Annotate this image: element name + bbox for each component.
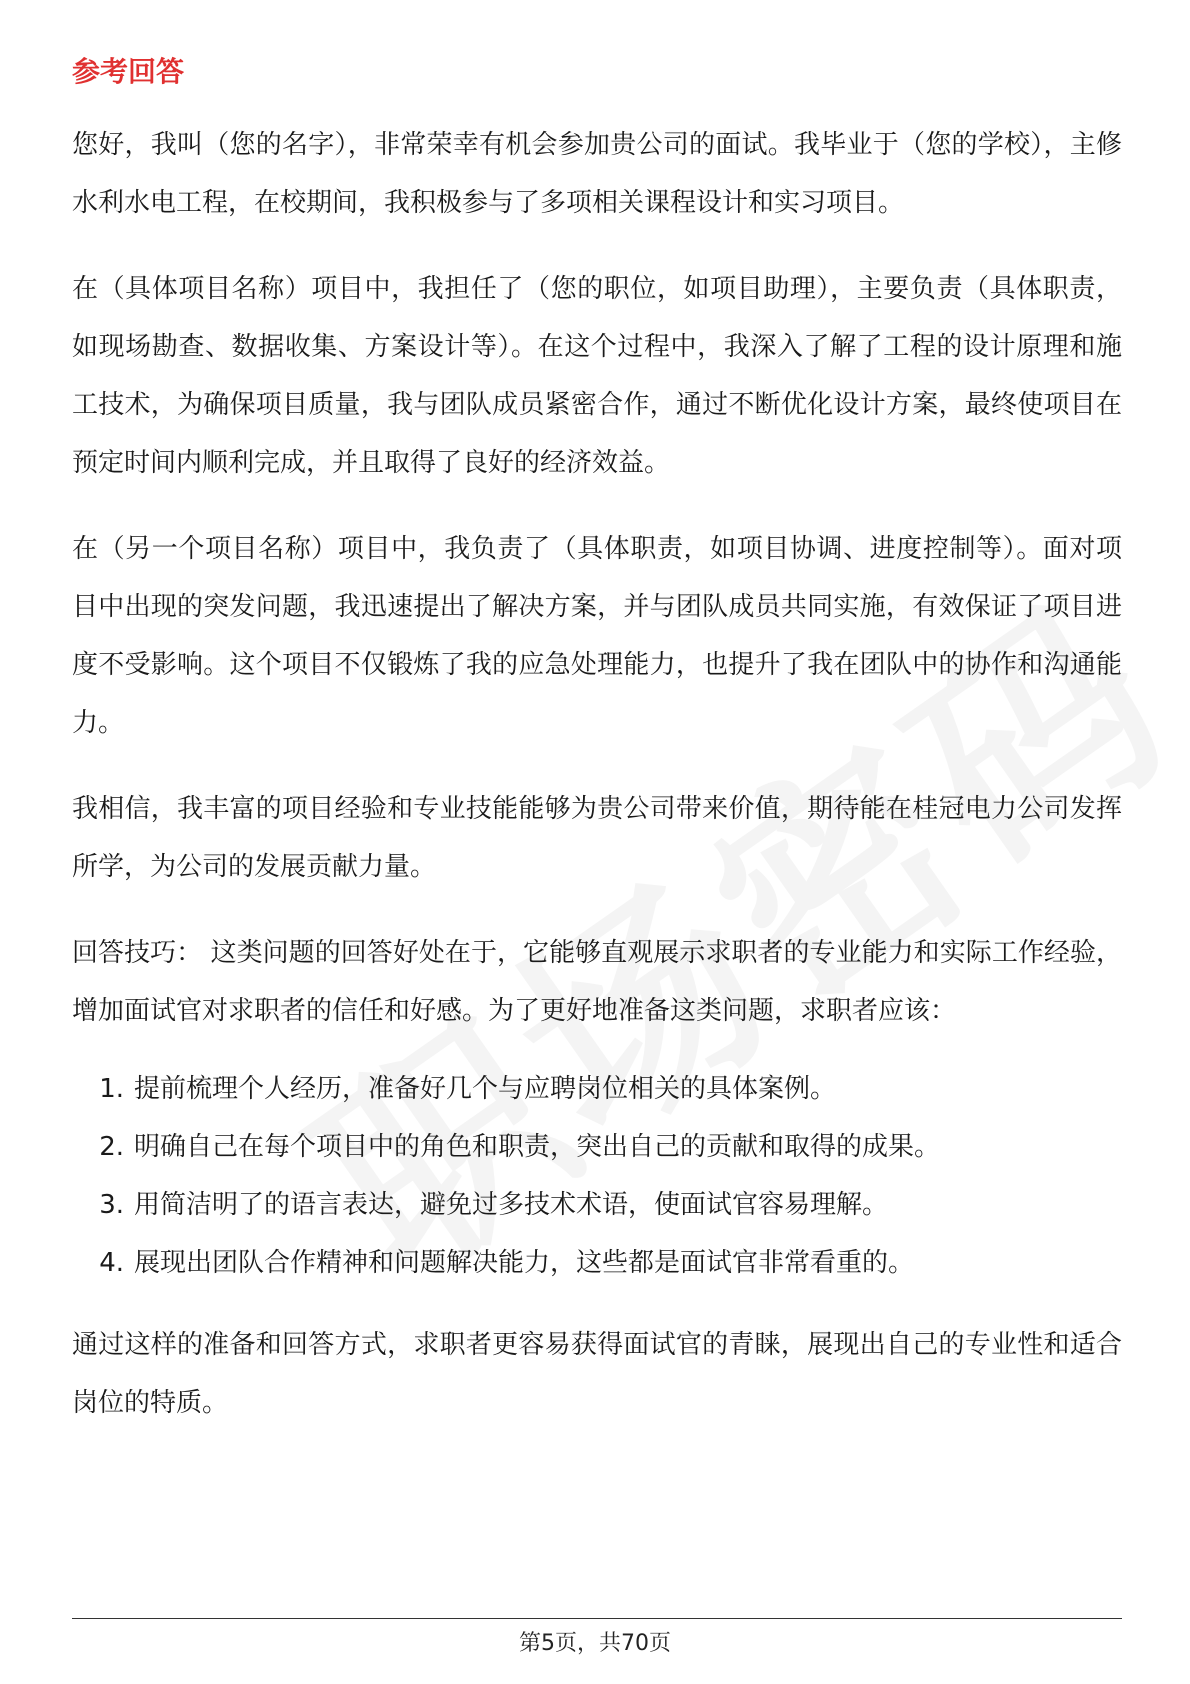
list-item-number: 4. <box>99 1248 124 1278</box>
list-item-number: 1. <box>99 1074 124 1104</box>
list-item <box>72 1118 1122 1176</box>
page-number: 第5页，共70页 <box>519 1631 671 1656</box>
list-item <box>72 1176 1122 1234</box>
list-item-text: 展现出团队合作精神和问题解决能力，这些都是面试官非常看重的。 <box>134 1248 915 1278</box>
paragraph-project-2: 在（另一个项目名称）项目中，我负责了（具体职责，如项目协调、进度控制等）。面对项目中出现的突发问题，我迅速提出了解决方案，并与团队成员共同实施，有效保证了项目进度不受影响。这个项目不仅锻炼了我的应急处理能力，也提升了我在团队中的协作和沟通能力。 <box>72 534 1122 738</box>
document-body <box>72 52 1122 1460</box>
paragraph-closing: 通过这样的准备和回答方式，求职者更容易获得面试官的青睐，展现出自己的专业性和适合岗位的特质。 <box>72 1330 1122 1418</box>
list-item <box>72 1234 1122 1292</box>
list-item-text: 用简洁明了的语言表达，避免过多技术术语，使面试官容易理解。 <box>134 1190 889 1220</box>
list-item-number: 3. <box>99 1190 124 1220</box>
section-heading: 参考回答 <box>72 55 185 88</box>
tips-list <box>72 1060 1122 1292</box>
list-item <box>72 1060 1122 1118</box>
list-item-text: 明确自己在每个项目中的角色和职责，突出自己的贡献和取得的成果。 <box>134 1132 941 1162</box>
paragraph-conclusion: 我相信，我丰富的项目经验和专业技能能够为贵公司带来价值，期待能在桂冠电力公司发挥所学，为公司的发展贡献力量。 <box>72 794 1122 882</box>
list-item-number: 2. <box>99 1132 124 1162</box>
list-item-text: 提前梳理个人经历，准备好几个与应聘岗位相关的具体案例。 <box>134 1074 837 1104</box>
paragraph-intro: 您好，我叫（您的名字），非常荣幸有机会参加贵公司的面试。我毕业于（您的学校），主修水利水电工程，在校期间，我积极参与了多项相关课程设计和实习项目。 <box>72 130 1122 218</box>
footer-divider <box>72 1618 1122 1619</box>
paragraph-project-1: 在（具体项目名称）项目中，我担任了（您的职位，如项目助理），主要负责（具体职责，如现场勘查、数据收集、方案设计等）。在这个过程中，我深入了解了工程的设计原理和施工技术，为确保项目质量，我与团队成员紧密合作，通过不断优化设计方案，最终使项目在预定时间内顺利完成，并且取得了良好的经济效益。 <box>72 274 1122 478</box>
paragraph-tips-intro: 回答技巧： 这类问题的回答好处在于，它能够直观展示求职者的专业能力和实际工作经验，增加面试官对求职者的信任和好感。为了更好地准备这类问题，求职者应该： <box>72 938 1122 1026</box>
